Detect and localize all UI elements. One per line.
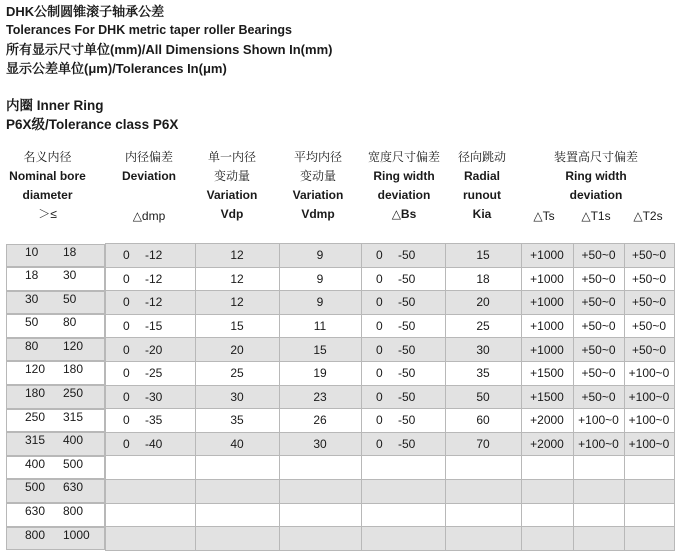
- table-row: [6, 432, 674, 456]
- t2s-cell: +50~0: [624, 244, 674, 268]
- doc-title-en: Tolerances For DHK metric taper roller Bearings: [6, 23, 292, 37]
- ts-cell: [521, 479, 573, 503]
- t1s-cell: +50~0: [573, 314, 624, 338]
- ts-cell: +1000: [521, 338, 573, 362]
- bore-range-cell: 80 120: [6, 338, 105, 362]
- radial-runout-cell: 15: [445, 244, 521, 268]
- vdmp-cell: 19: [279, 361, 361, 385]
- tolerance-class-heading: P6X级/Tolerance class P6X: [6, 117, 179, 132]
- vdp-cell: [195, 503, 279, 527]
- vdmp-cell: [279, 456, 361, 480]
- radial-runout-cell: [445, 503, 521, 527]
- ts-cell: [521, 527, 573, 551]
- vdp-cell: 30: [195, 385, 279, 409]
- section-heading: [6, 96, 178, 134]
- ts-cell: +1500: [521, 385, 573, 409]
- t2s-cell: +100~0: [624, 361, 674, 385]
- header-t2s: △T2s: [633, 209, 663, 223]
- width-deviation-cell: 0 -50: [361, 267, 445, 291]
- table-row: [6, 291, 674, 315]
- width-deviation-cell: [361, 479, 445, 503]
- ts-cell: +1500: [521, 361, 573, 385]
- radial-runout-cell: 18: [445, 267, 521, 291]
- t2s-cell: +50~0: [624, 338, 674, 362]
- vdmp-cell: [279, 479, 361, 503]
- t1s-cell: [573, 456, 624, 480]
- t2s-cell: [624, 456, 674, 480]
- t2s-cell: +100~0: [624, 409, 674, 433]
- radial-runout-cell: 25: [445, 314, 521, 338]
- ts-cell: +1000: [521, 314, 573, 338]
- table-header: [6, 148, 674, 228]
- ts-cell: +2000: [521, 409, 573, 433]
- table-row: [6, 385, 674, 409]
- radial-runout-cell: 35: [445, 361, 521, 385]
- deviation-cell: [105, 527, 195, 551]
- t1s-cell: +50~0: [573, 385, 624, 409]
- header-bore: 名义内径 Nominal bore diameter ＞≤: [9, 150, 86, 221]
- t1s-cell: +100~0: [573, 409, 624, 433]
- vdmp-cell: 15: [279, 338, 361, 362]
- ts-cell: [521, 503, 573, 527]
- deviation-cell: 0 -20: [105, 338, 195, 362]
- header-ts: △Ts: [533, 209, 555, 223]
- deviation-cell: [105, 479, 195, 503]
- bore-range-cell: 400 500: [6, 456, 105, 480]
- t2s-cell: +100~0: [624, 385, 674, 409]
- document-title-block: [6, 2, 332, 78]
- inner-ring-heading: 内圈 Inner Ring: [6, 98, 104, 113]
- t2s-cell: +50~0: [624, 291, 674, 315]
- vdmp-cell: 9: [279, 267, 361, 291]
- deviation-cell: 0 -30: [105, 385, 195, 409]
- t1s-cell: +100~0: [573, 432, 624, 456]
- vdp-cell: 12: [195, 267, 279, 291]
- header-width-deviation: 宽度尺寸偏差 Ring width deviation △Bs: [367, 150, 440, 221]
- vdp-cell: 12: [195, 244, 279, 268]
- t2s-cell: +50~0: [624, 267, 674, 291]
- deviation-cell: 0 -25: [105, 361, 195, 385]
- vdmp-cell: 30: [279, 432, 361, 456]
- vdmp-cell: [279, 503, 361, 527]
- bore-range-cell: 180 250: [6, 385, 105, 409]
- width-deviation-cell: [361, 527, 445, 551]
- vdp-cell: [195, 479, 279, 503]
- t2s-cell: [624, 479, 674, 503]
- radial-runout-cell: 70: [445, 432, 521, 456]
- bore-range-cell: 250 315: [6, 409, 105, 433]
- width-deviation-cell: 0 -50: [361, 244, 445, 268]
- ts-cell: +1000: [521, 267, 573, 291]
- t1s-cell: +50~0: [573, 338, 624, 362]
- width-deviation-cell: [361, 456, 445, 480]
- table-row: [6, 338, 674, 362]
- tolerance-unit-note: 显示公差单位(μm)/Tolerances In(μm): [6, 61, 227, 76]
- bore-range-cell: 18 30: [6, 267, 105, 291]
- radial-runout-cell: 60: [445, 409, 521, 433]
- bore-range-cell: 120 180: [6, 361, 105, 385]
- vdp-cell: [195, 456, 279, 480]
- table-row: [6, 527, 674, 551]
- deviation-cell: 0 -12: [105, 244, 195, 268]
- header-t1s: △T1s: [581, 209, 611, 223]
- vdmp-cell: [279, 527, 361, 551]
- bore-range-cell: 315 400: [6, 432, 105, 456]
- width-deviation-cell: 0 -50: [361, 338, 445, 362]
- tolerance-table: [6, 243, 675, 551]
- t2s-cell: +50~0: [624, 314, 674, 338]
- radial-runout-cell: [445, 479, 521, 503]
- deviation-cell: 0 -12: [105, 291, 195, 315]
- ts-cell: +1000: [521, 244, 573, 268]
- radial-runout-cell: [445, 527, 521, 551]
- deviation-cell: 0 -15: [105, 314, 195, 338]
- vdp-cell: 20: [195, 338, 279, 362]
- radial-runout-cell: [445, 456, 521, 480]
- header-assembly-deviation: 装置高尺寸偏差 Ring width deviation: [553, 150, 638, 202]
- vdp-cell: 40: [195, 432, 279, 456]
- t2s-cell: [624, 503, 674, 527]
- bore-range-cell: 630 800: [6, 503, 105, 527]
- radial-runout-cell: 20: [445, 291, 521, 315]
- vdmp-cell: 9: [279, 244, 361, 268]
- t1s-cell: +50~0: [573, 244, 624, 268]
- vdp-cell: 12: [195, 291, 279, 315]
- t2s-cell: [624, 527, 674, 551]
- deviation-cell: 0 -12: [105, 267, 195, 291]
- header-radial-runout: 径向跳动 Radial runout Kia: [457, 150, 506, 221]
- table-body: [6, 244, 674, 551]
- ts-cell: +2000: [521, 432, 573, 456]
- deviation-cell: 0 -40: [105, 432, 195, 456]
- header-vdp: 单一内径 变动量 Variation Vdp: [206, 150, 258, 221]
- t1s-cell: +50~0: [573, 361, 624, 385]
- table-row: [6, 409, 674, 433]
- table-row: [6, 479, 674, 503]
- t1s-cell: [573, 503, 624, 527]
- deviation-cell: [105, 503, 195, 527]
- header-deviation: 内径偏差 Deviation △dmp: [121, 150, 176, 223]
- deviation-cell: [105, 456, 195, 480]
- vdmp-cell: 9: [279, 291, 361, 315]
- table-row: [6, 361, 674, 385]
- vdmp-cell: 11: [279, 314, 361, 338]
- dimensions-unit-note: 所有显示尺寸单位(mm)/All Dimensions Shown In(mm): [6, 42, 333, 57]
- ts-cell: [521, 456, 573, 480]
- bore-range-cell: 50 80: [6, 314, 105, 338]
- width-deviation-cell: 0 -50: [361, 291, 445, 315]
- vdmp-cell: 23: [279, 385, 361, 409]
- header-vdmp: 平均内径 变动量 Variation Vdmp: [292, 150, 344, 221]
- bore-range-cell: 30 50: [6, 291, 105, 315]
- vdp-cell: [195, 527, 279, 551]
- deviation-cell: 0 -35: [105, 409, 195, 433]
- table-row: [6, 244, 674, 268]
- radial-runout-cell: 50: [445, 385, 521, 409]
- t1s-cell: +50~0: [573, 267, 624, 291]
- vdp-cell: 15: [195, 314, 279, 338]
- radial-runout-cell: 30: [445, 338, 521, 362]
- table-row: [6, 314, 674, 338]
- width-deviation-cell: 0 -50: [361, 314, 445, 338]
- width-deviation-cell: 0 -50: [361, 432, 445, 456]
- vdp-cell: 35: [195, 409, 279, 433]
- t1s-cell: [573, 479, 624, 503]
- table-row: [6, 267, 674, 291]
- vdmp-cell: 26: [279, 409, 361, 433]
- table-row: [6, 456, 674, 480]
- t1s-cell: +50~0: [573, 291, 624, 315]
- ts-cell: +1000: [521, 291, 573, 315]
- doc-title-cn: DHK公制圆锥滚子轴承公差: [6, 4, 165, 19]
- width-deviation-cell: 0 -50: [361, 409, 445, 433]
- vdp-cell: 25: [195, 361, 279, 385]
- table-row: [6, 503, 674, 527]
- width-deviation-cell: [361, 503, 445, 527]
- bore-range-cell: 500 630: [6, 479, 105, 503]
- bore-range-cell: 800 1000: [6, 527, 105, 551]
- bore-range-cell: 10 18: [6, 244, 105, 268]
- width-deviation-cell: 0 -50: [361, 361, 445, 385]
- t1s-cell: [573, 527, 624, 551]
- t2s-cell: +100~0: [624, 432, 674, 456]
- width-deviation-cell: 0 -50: [361, 385, 445, 409]
